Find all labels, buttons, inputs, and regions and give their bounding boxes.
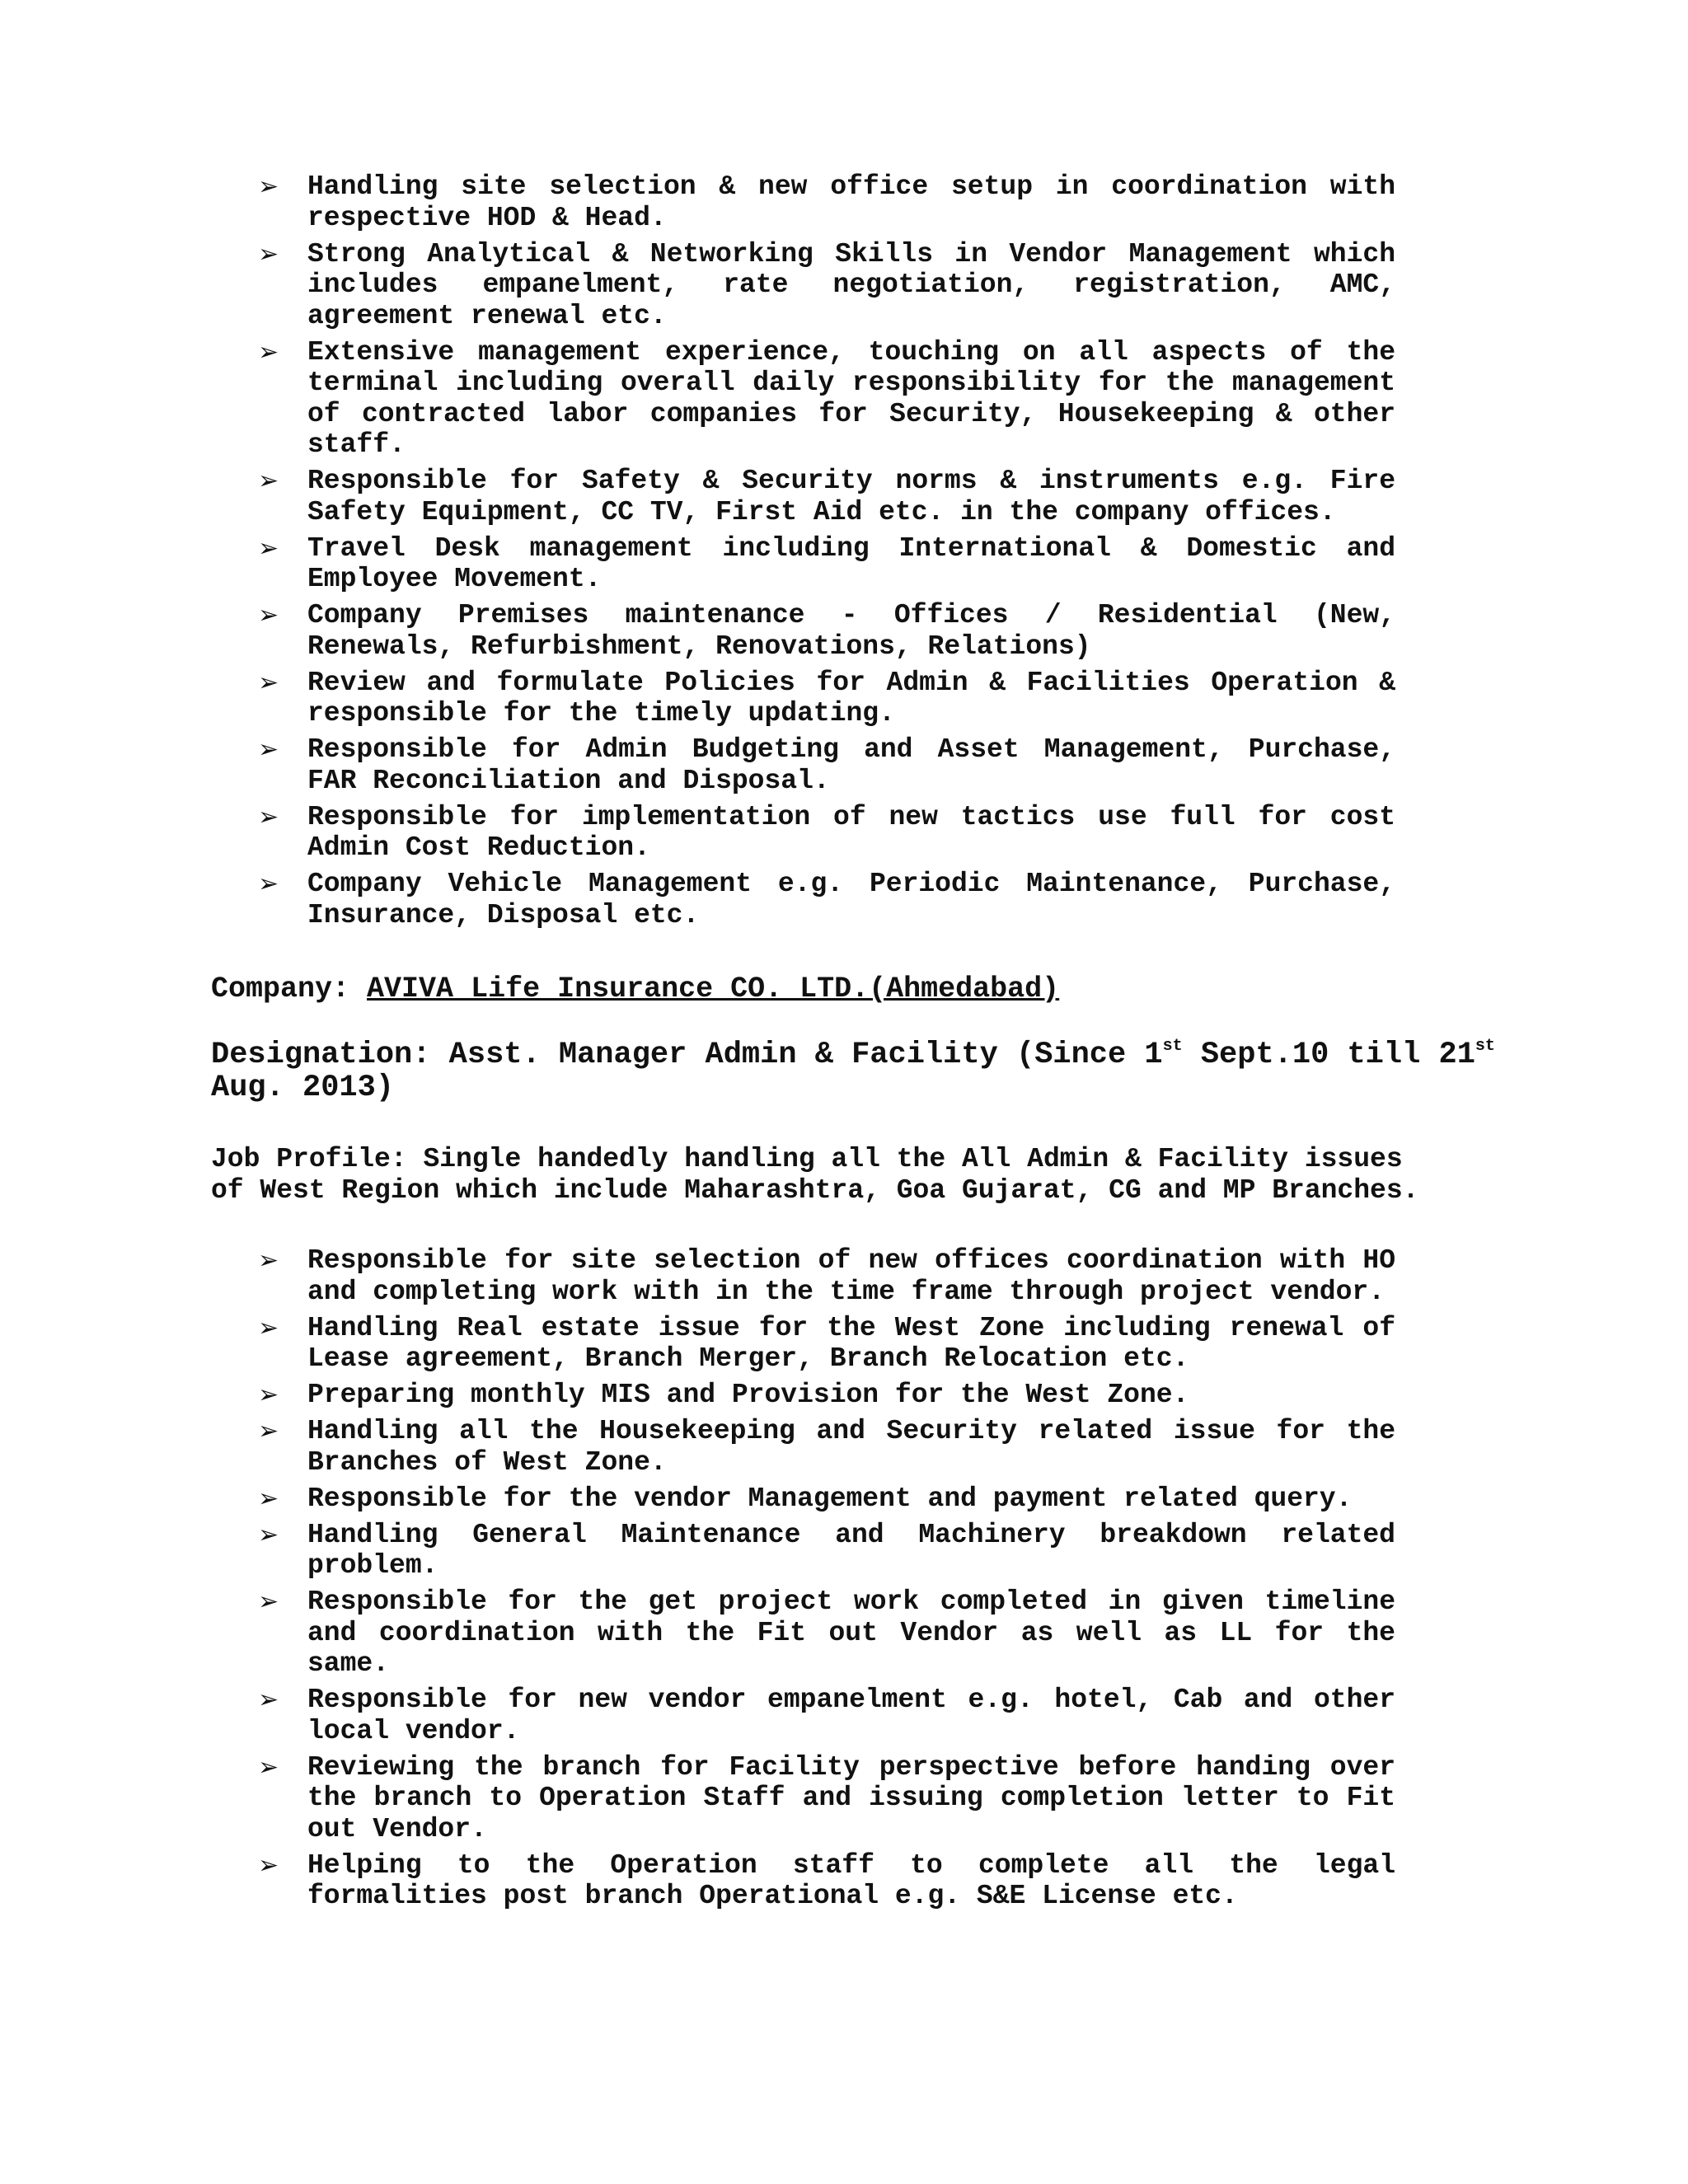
arrow-bullet-icon: ➢ (258, 466, 279, 495)
list-item: ➢ Responsible for the get project work completed in given timeline and coordination with the Fit out Vendor as well as LL for the same. (258, 1586, 1395, 1679)
arrow-bullet-icon: ➢ (258, 869, 279, 898)
list-item: ➢ Helping to the Operation staff to complete all the legal formalities post branch Operational e.g. S&E License etc. (258, 1849, 1395, 1911)
arrow-bullet-icon: ➢ (258, 1417, 279, 1446)
arrow-bullet-icon: ➢ (258, 668, 279, 697)
arrow-bullet-icon: ➢ (258, 337, 279, 367)
list-item: ➢ Strong Analytical & Networking Skills in Vendor Management which includes empanelment, rate negotiation, registration, AMC, agreement renewal etc. (258, 238, 1395, 331)
list-item: ➢ Handling all the Housekeeping and Security related issue for the Branches of West Zone. (258, 1416, 1395, 1478)
arrow-bullet-icon: ➢ (258, 802, 279, 832)
arrow-bullet-icon: ➢ (258, 601, 279, 630)
company-line (211, 972, 1059, 1005)
list-item: ➢ Handling General Maintenance and Machinery breakdown related problem. (258, 1519, 1395, 1581)
list-item: ➢ Company Premises maintenance - Offices / Residential (New, Renewals, Refurbishment, Renovations, Relations) (258, 600, 1395, 662)
list-item: ➢ Responsible for site selection of new offices coordination with HO and completing work with in the time frame through project vendor. (258, 1245, 1395, 1307)
list-item: ➢ Responsible for the vendor Management and payment related query. (258, 1483, 1353, 1514)
arrow-bullet-icon: ➢ (258, 1587, 279, 1616)
arrow-bullet-icon: ➢ (258, 1520, 279, 1549)
arrow-bullet-icon: ➢ (258, 172, 279, 201)
arrow-bullet-icon: ➢ (258, 533, 279, 563)
responsibilities-list-previous (258, 171, 1395, 936)
list-item: ➢ Responsible for implementation of new tactics use full for cost Admin Cost Reduction. (258, 801, 1395, 863)
company-name-link[interactable]: AVIVA Life Insurance CO. LTD.(Ahmedabad) (367, 972, 1060, 1005)
designation-label: Designation: (211, 1038, 431, 1072)
responsibilities-list-aviva (258, 1245, 1395, 1917)
list-item: ➢ Handling site selection & new office setup in coordination with respective HOD & Head. (258, 171, 1395, 233)
arrow-bullet-icon: ➢ (258, 1483, 279, 1513)
arrow-bullet-icon: ➢ (258, 1685, 279, 1714)
arrow-bullet-icon: ➢ (258, 239, 279, 269)
list-item: ➢ Preparing monthly MIS and Provision for the West Zone. (258, 1380, 1189, 1410)
ordinal-suffix: st (1475, 1037, 1495, 1056)
designation-end: Aug. 2013) (211, 1071, 395, 1105)
list-item: ➢ Extensive management experience, touching on all aspects of the terminal including overall daily responsibility for the management of contracted labor companies for Security, Housekeeping & other staff. (258, 336, 1395, 460)
designation-dates: Sept.10 till 21 (1182, 1038, 1475, 1072)
company-label: Company: (211, 972, 350, 1005)
arrow-bullet-icon: ➢ (258, 735, 279, 764)
arrow-bullet-icon: ➢ (258, 1246, 279, 1275)
list-item: ➢ Review and formulate Policies for Admin & Facilities Operation & responsible for the timely updating. (258, 667, 1395, 729)
list-item: ➢ Responsible for Safety & Security norms & instruments e.g. Fire Safety Equipment, CC TV, First Aid etc. in the company offices. (258, 466, 1395, 527)
arrow-bullet-icon: ➢ (258, 1313, 279, 1343)
list-item: ➢ Handling Real estate issue for the West Zone including renewal of Lease agreement, Branch Merger, Branch Relocation etc. (258, 1312, 1395, 1374)
designation-title: Asst. Manager Admin & Facility (Since 1 (448, 1038, 1163, 1072)
designation-line (211, 1038, 1497, 1104)
list-item: ➢ Responsible for Admin Budgeting and Asset Management, Purchase, FAR Reconciliation and Disposal. (258, 734, 1395, 796)
job-profile: Job Profile: Single handedly handling all the All Admin & Facility issues of West Region which include Maharashtra, Goa Gujarat, CG and MP Branches. (211, 1144, 1419, 1206)
arrow-bullet-icon: ➢ (258, 1850, 279, 1880)
list-item: ➢ Travel Desk management including International & Domestic and Employee Movement. (258, 532, 1395, 594)
list-item: ➢ Responsible for new vendor empanelment e.g. hotel, Cab and other local vendor. (258, 1685, 1395, 1746)
arrow-bullet-icon: ➢ (258, 1752, 279, 1782)
list-item: ➢ Reviewing the branch for Facility perspective before handing over the branch to Operation Staff and issuing completion letter to Fit out Vendor. (258, 1751, 1395, 1844)
list-item: ➢ Company Vehicle Management e.g. Periodic Maintenance, Purchase, Insurance, Disposal etc. (258, 869, 1395, 930)
arrow-bullet-icon: ➢ (258, 1380, 279, 1409)
ordinal-suffix: st (1162, 1037, 1183, 1056)
